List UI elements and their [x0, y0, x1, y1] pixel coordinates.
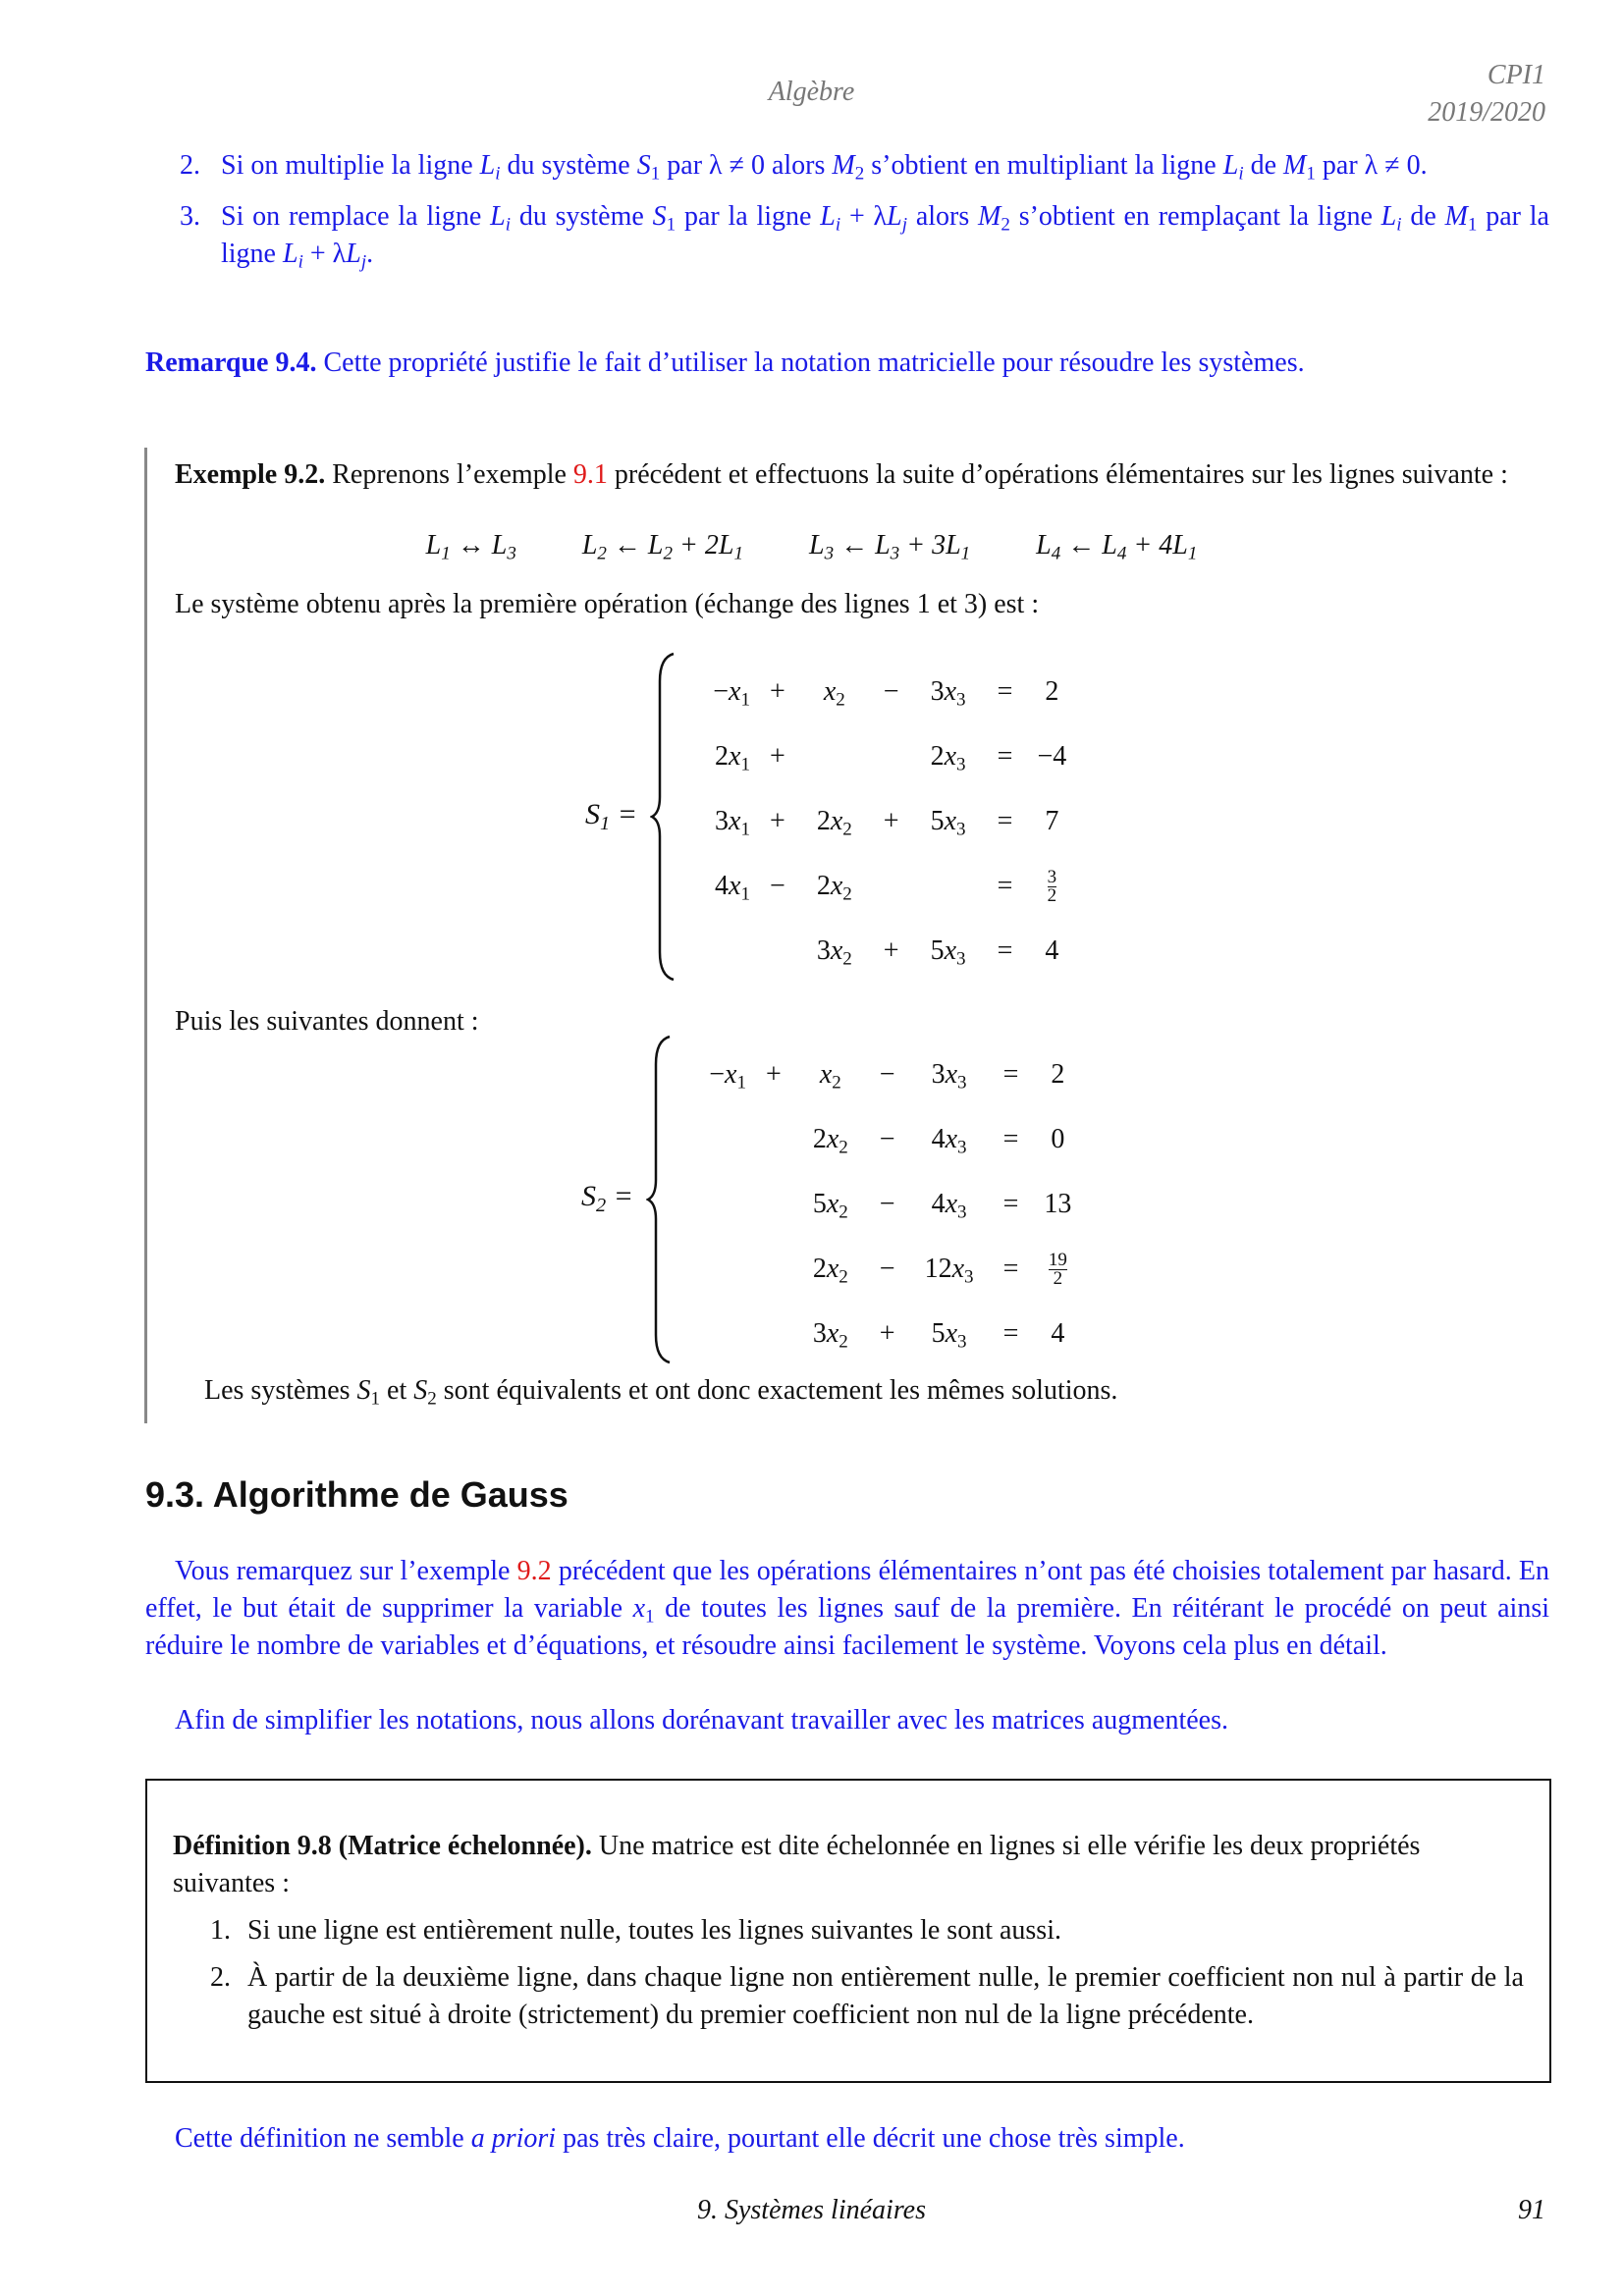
- example-after-first: Le système obtenu après la première opération (échange des lignes 1 et 3) est :: [175, 589, 1040, 619]
- definition-label: Définition 9.8 (Matrice échelonnée).: [173, 1831, 592, 1861]
- fraction-19-2: $\frac{19}{2}$: [1048, 1249, 1067, 1289]
- s1-row: $-x_1$ + $x_2$ − $3x_3$ = 2: [713, 676, 1059, 711]
- item-text: À partir de la deuxième ligne, dans chaque ligne non entièrement nulle, le premier coefficient non nul à partir de la gauche est situé à droite (strictement) du premier coefficient non nul de la ligne précédente.: [247, 1962, 1524, 2030]
- remark-9-4: [145, 347, 1549, 379]
- left-brace-icon: [650, 652, 677, 982]
- running-header-subject: Algèbre: [768, 77, 855, 107]
- gauss-paragraph-2: Afin de simplifier les notations, nous allons dorénavant travailler avec les matrices augmentées.: [175, 1705, 1228, 1735]
- example-intro-b: précédent et effectuons la suite d’opérations élémentaires sur les lignes suivante :: [614, 459, 1508, 490]
- s1-row: $4x_1$ − $2x_2$ = $\frac{3}{2}$: [715, 866, 1057, 906]
- s2-row: $-x_1$ + $x_2$ − $3x_3$ = 2: [709, 1059, 1065, 1094]
- definition-intro-text: Une matrice est dite échelonnée en lignes si elle vérifie les deux propriétés suivantes :: [173, 1831, 1421, 1898]
- system-s1-label: $S_1$ =: [585, 798, 637, 835]
- gauss-p1-b: précédent que les opérations élémentaires n’ont pas été choisies totalement par hasard. En effet, le but était de supprimer la variable: [145, 1556, 1550, 1624]
- property-item-3: [180, 198, 1549, 273]
- conclusion-b: et: [387, 1375, 407, 1406]
- example-intro-a: Reprenons l’exemple: [332, 459, 567, 490]
- s1-row: $3x_1$ + $2x_2$ + $5x_3$ = 7: [715, 806, 1059, 840]
- operation-l4: $L_4$ ← $L_4 + 4L_1$: [1036, 530, 1198, 564]
- item-number: 2.: [210, 1962, 231, 1993]
- example-left-rule: [144, 448, 147, 1423]
- operation-l3: $L_3$ ← $L_3 + 3L_1$: [809, 530, 971, 564]
- item-number: 1.: [210, 1915, 231, 1946]
- running-header-course: [1428, 57, 1545, 132]
- gauss-p1-c: de toutes les lignes sauf de la première. En réitérant le procédé on peut ainsi réduire le nombre de variables et d’équations, et résoudre ainsi facilement le système. Voyons cela plus en détail.: [145, 1593, 1549, 1661]
- definition-box: [145, 1779, 1551, 2083]
- s2-row: $3x_2$ + $5x_3$ = 4: [812, 1318, 1065, 1353]
- footer-chapter: 9. Systèmes linéaires: [696, 2195, 927, 2225]
- closing-paragraph: [175, 2120, 1549, 2158]
- definition-item-2: [210, 1959, 1524, 2034]
- example-intro: [175, 456, 1549, 494]
- example-label: Exemple 9.2.: [175, 459, 326, 490]
- system-s2-label: $S_2$ =: [581, 1180, 633, 1217]
- item-text: Si on multiplie la ligne $L_i$ du système $S_1$ par λ ≠ 0 alors $M_2$ s’obtient en multipliant la ligne $L_i$ de $M_1$ par λ ≠ 0.: [221, 150, 1428, 185]
- s1-row: $3x_2$ + $5x_3$ = 4: [816, 935, 1059, 970]
- gauss-p1-a: Vous remarquez sur l’exemple: [175, 1556, 511, 1586]
- conclusion-a: Les systèmes: [204, 1375, 351, 1406]
- s2-row: $5x_2$ − $4x_3$ = 13: [812, 1189, 1072, 1223]
- example-ref-link[interactable]: 9.1: [572, 459, 608, 490]
- header-course: CPI1: [1487, 60, 1545, 90]
- header-year: 2019/2020: [1428, 97, 1545, 128]
- page-number: 91: [1518, 2195, 1545, 2225]
- s2-row: $2x_2$ − $12x_3$ = $\frac{19}{2}$: [812, 1249, 1067, 1289]
- item-text: Si une ligne est entièrement nulle, toutes les lignes suivantes le sont aussi.: [247, 1915, 1061, 1946]
- item-number: 2.: [180, 150, 200, 181]
- system-s2: [677, 1042, 1087, 1366]
- system-s1: [681, 660, 1081, 984]
- operation-l2: $L_2$ ← $L_2 + 2L_1$: [581, 530, 743, 564]
- operation-swap: $L_1$ ↔ $L_3$: [425, 530, 516, 564]
- closing-a: Cette définition ne semble: [175, 2123, 464, 2154]
- remark-text: Cette propriété justifie le fait d’utiliser la notation matricielle pour résoudre les systèmes.: [323, 347, 1305, 378]
- example-ref-link[interactable]: 9.2: [516, 1556, 552, 1586]
- section-heading: 9.3. Algorithme de Gauss: [145, 1474, 568, 1515]
- fraction-3-2: $\frac{3}{2}$: [1047, 866, 1057, 906]
- s1-row: $2x_1$ + $2x_3$ = −4: [715, 741, 1067, 775]
- gauss-paragraph-1: Vous remarquez sur l’exemple 9.2 précédent que les opérations élémentaires n’ont pas été choisies totalement par hasard. En effet, le but était de supprimer la variable $x_1$ de toutes les lignes sauf de la première. En réitérant le procédé on peut ainsi réduire le nombre de variables et d’équations, et résoudre ainsi facilement le système. Voyons cela plus en détail.: [145, 1556, 1550, 1661]
- definition-intro: [173, 1828, 1524, 1902]
- item-text: Si on remplace la ligne $L_i$ du système $S_1$ par la ligne $L_i + \lambda L_j$ alors $M_2$ s’obtient en remplaçant la ligne $L_i$ de $M_1$ par la ligne $L_i + \lambda L_j$.: [221, 201, 1549, 273]
- closing-emphasis: a priori: [470, 2123, 557, 2154]
- left-brace-icon: [646, 1035, 674, 1364]
- s2-row: $2x_2$ − $4x_3$ = 0: [812, 1124, 1065, 1158]
- example-conclusion: Les systèmes $S_1$ et $S_2$ sont équivalents et ont donc exactement les mêmes solutions.: [204, 1375, 1118, 1410]
- conclusion-c: sont équivalents et ont donc exactement les mêmes solutions.: [443, 1375, 1118, 1406]
- remark-label: Remarque 9.4.: [145, 347, 317, 378]
- closing-b: pas très claire, pourtant elle décrit une chose très simple.: [563, 2123, 1185, 2154]
- item-number: 3.: [180, 201, 200, 232]
- property-item-2: [180, 147, 1549, 185]
- example-then: Puis les suivantes donnent :: [175, 1006, 479, 1037]
- definition-item-1: [210, 1912, 1524, 1949]
- row-operations: [0, 530, 1623, 564]
